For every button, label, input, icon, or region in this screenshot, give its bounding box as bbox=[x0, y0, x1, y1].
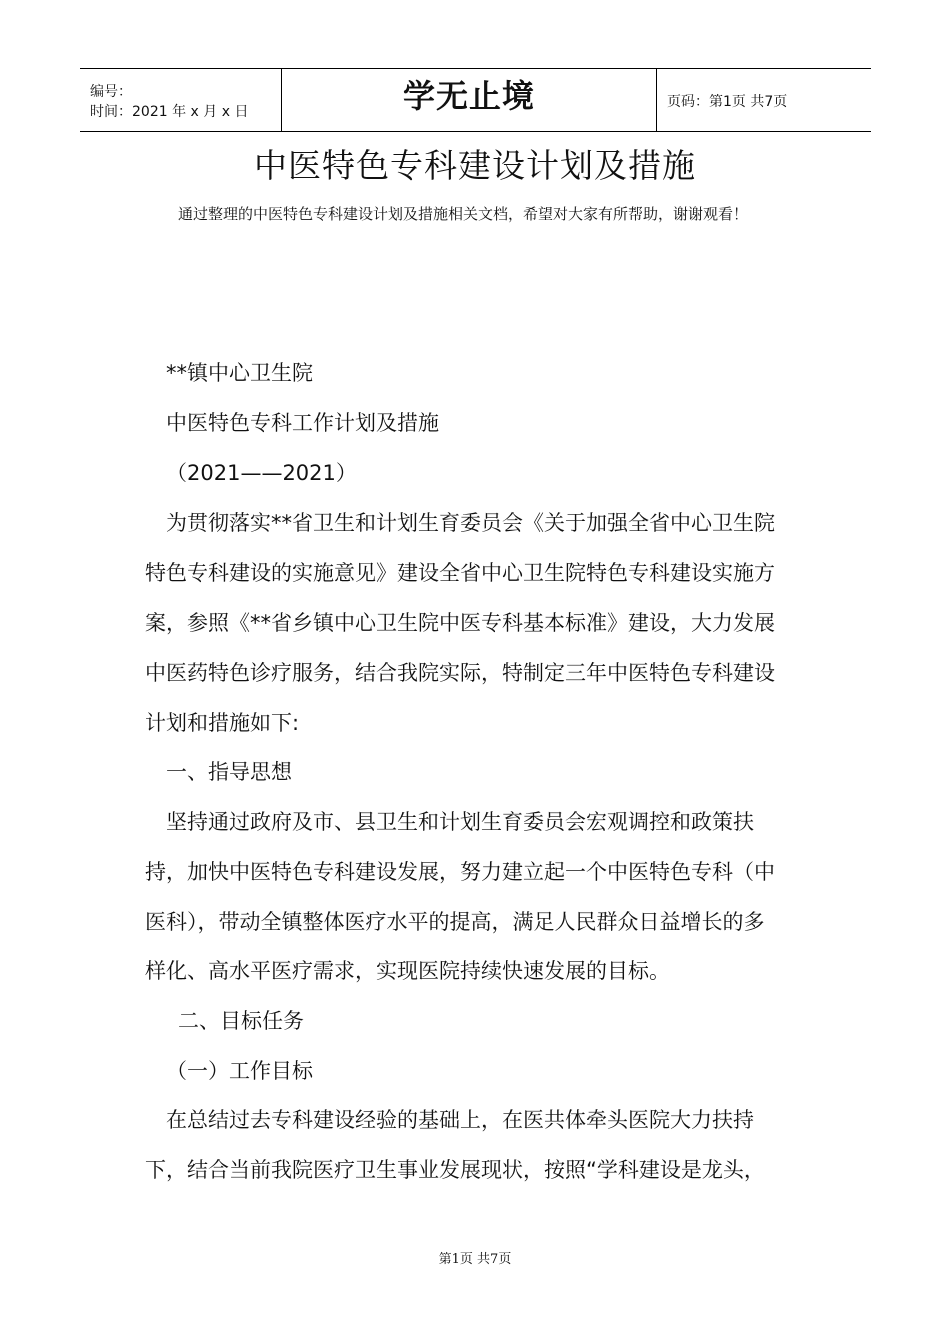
header-left-cell bbox=[80, 69, 281, 131]
header-middle-cell bbox=[281, 69, 657, 131]
document-title: 中医特色专科建设计划及措施 bbox=[254, 146, 696, 185]
text-line: 特色专科建设的实施意见》建设全省中心卫生院特色专科建设实施方 bbox=[145, 561, 775, 585]
text-line: 计划和措施如下: bbox=[145, 711, 300, 735]
section-heading: 一、指导思想 bbox=[166, 760, 292, 784]
text-line: 中医药特色诊疗服务，结合我院实际，特制定三年中医特色专科建设 bbox=[145, 661, 775, 685]
text-line: 中医特色专科工作计划及措施 bbox=[166, 411, 439, 435]
text-line: 案，参照《**省乡镇中心卫生院中医专科基本标准》建设，大力发展 bbox=[145, 611, 775, 635]
page-footer: 第1页 共7页 bbox=[438, 1252, 512, 1267]
text-line: 样化、高水平医疗需求，实现医院持续快速发展的目标。 bbox=[145, 959, 670, 983]
text-line: 为贯彻落实**省卫生和计划生育委员会《关于加强全省中心卫生院 bbox=[166, 511, 775, 535]
page-info: 页码：第1页 共7页 bbox=[667, 94, 788, 110]
header-table bbox=[80, 68, 871, 132]
header-right-cell bbox=[657, 69, 871, 131]
text-line: 医科），带动全镇整体医疗水平的提高，满足人民群众日益增长的多 bbox=[145, 910, 765, 934]
text-line: 持，加快中医特色专科建设发展，努力建立起一个中医特色专科（中 bbox=[145, 860, 775, 884]
text-line: 下，结合当前我院医疗卫生事业发展现状，按照“学科建设是龙头， bbox=[145, 1158, 765, 1182]
section-heading: 二、目标任务 bbox=[178, 1009, 304, 1033]
text-line: **镇中心卫生院 bbox=[166, 361, 313, 385]
text-line: 在总结过去专科建设经验的基础上，在医共体牵头医院大力扶持 bbox=[166, 1108, 754, 1132]
text-line: 坚持通过政府及市、县卫生和计划生育委员会宏观调控和政策扶 bbox=[166, 810, 754, 834]
motto: 学无止境 bbox=[402, 77, 535, 115]
subsection-heading: （一）工作目标 bbox=[166, 1059, 313, 1083]
date-label: 时间：2021 年 x 月 x 日 bbox=[90, 104, 249, 120]
number-label: 编号： bbox=[90, 84, 132, 100]
document-subtitle: 通过整理的中医特色专科建设计划及措施相关文档，希望对大家有所帮助，谢谢观看！ bbox=[178, 205, 749, 223]
text-line: （2021——2021） bbox=[166, 461, 357, 485]
